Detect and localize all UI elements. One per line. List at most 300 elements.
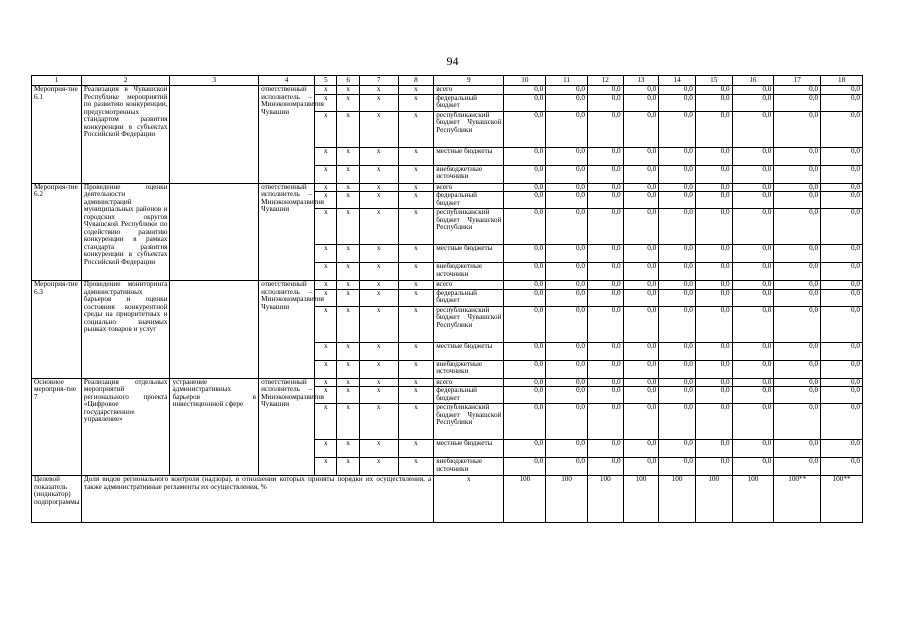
- value-cell: 0,0: [504, 263, 546, 281]
- value-cell: 0,0: [695, 192, 732, 209]
- code-cell: x: [398, 165, 434, 183]
- funding-source: местные бюджеты: [434, 440, 504, 458]
- value-cell: 0,0: [732, 263, 774, 281]
- code-cell: x: [359, 342, 398, 360]
- column-number-16: 16: [732, 76, 774, 86]
- value-cell: 0,0: [546, 360, 588, 378]
- value-cell: 0,0: [587, 192, 623, 209]
- event-result: устранение административных барьеров в инвестиционной сфере: [170, 378, 259, 476]
- value-cell: 0,0: [623, 378, 659, 387]
- code-cell: x: [315, 360, 337, 378]
- value-cell: 0,0: [623, 86, 659, 95]
- value-cell: 0,0: [821, 281, 863, 290]
- code-cell: x: [398, 111, 434, 147]
- value-cell: 0,0: [821, 147, 863, 165]
- value-cell: 0,0: [732, 86, 774, 95]
- funding-source: республиканский бюджет Чувашской Республики: [434, 209, 504, 245]
- code-cell: x: [398, 245, 434, 263]
- column-number-12: 12: [587, 76, 623, 86]
- column-number-1: 1: [32, 76, 82, 86]
- value-cell: 0,0: [623, 440, 659, 458]
- target-code: x: [434, 476, 504, 523]
- value-cell: 0,0: [587, 342, 623, 360]
- code-cell: x: [337, 147, 359, 165]
- value-cell: 0,0: [821, 263, 863, 281]
- value-cell: 0,0: [821, 378, 863, 387]
- code-cell: x: [315, 440, 337, 458]
- value-cell: 0,0: [546, 263, 588, 281]
- value-cell: 0,0: [774, 289, 821, 306]
- value-cell: 0,0: [695, 165, 732, 183]
- value-cell: 0,0: [587, 147, 623, 165]
- target-value: 100: [623, 476, 659, 523]
- code-cell: x: [398, 387, 434, 404]
- funding-source: республиканский бюджет Чувашской Республики: [434, 404, 504, 440]
- value-cell: 0,0: [821, 342, 863, 360]
- value-cell: 0,0: [659, 458, 696, 476]
- value-cell: 0,0: [659, 289, 696, 306]
- code-cell: x: [398, 192, 434, 209]
- value-cell: 0,0: [587, 86, 623, 95]
- value-cell: 0,0: [659, 245, 696, 263]
- value-cell: 0,0: [546, 281, 588, 290]
- value-cell: 0,0: [504, 342, 546, 360]
- value-cell: 0,0: [732, 281, 774, 290]
- value-cell: 0,0: [504, 245, 546, 263]
- value-cell: 0,0: [821, 192, 863, 209]
- value-cell: 0,0: [821, 209, 863, 245]
- code-cell: x: [398, 86, 434, 95]
- funding-source: республиканский бюджет Чувашской Республики: [434, 111, 504, 147]
- value-cell: 0,0: [546, 192, 588, 209]
- code-cell: x: [337, 245, 359, 263]
- value-cell: 0,0: [774, 111, 821, 147]
- code-cell: x: [398, 440, 434, 458]
- value-cell: 0,0: [546, 404, 588, 440]
- value-cell: 0,0: [732, 306, 774, 342]
- code-cell: x: [315, 192, 337, 209]
- value-cell: 0,0: [623, 192, 659, 209]
- value-cell: 0,0: [821, 458, 863, 476]
- value-cell: 0,0: [732, 111, 774, 147]
- code-cell: x: [315, 378, 337, 387]
- value-cell: 0,0: [695, 245, 732, 263]
- event-label: Мероприя-тие 6.2: [32, 183, 82, 281]
- code-cell: x: [398, 342, 434, 360]
- code-cell: x: [359, 440, 398, 458]
- value-cell: 0,0: [659, 147, 696, 165]
- value-cell: 0,0: [504, 387, 546, 404]
- code-cell: x: [359, 209, 398, 245]
- value-cell: 0,0: [546, 94, 588, 111]
- value-cell: 0,0: [821, 94, 863, 111]
- value-cell: 0,0: [659, 165, 696, 183]
- code-cell: x: [398, 147, 434, 165]
- value-cell: 0,0: [695, 404, 732, 440]
- value-cell: 0,0: [695, 306, 732, 342]
- code-cell: x: [315, 387, 337, 404]
- value-cell: 0,0: [504, 404, 546, 440]
- value-cell: 0,0: [587, 94, 623, 111]
- code-cell: x: [337, 209, 359, 245]
- code-cell: x: [337, 458, 359, 476]
- code-cell: x: [359, 86, 398, 95]
- code-cell: x: [337, 263, 359, 281]
- value-cell: 0,0: [504, 209, 546, 245]
- value-cell: 0,0: [732, 183, 774, 192]
- code-cell: x: [359, 360, 398, 378]
- value-cell: 0,0: [587, 289, 623, 306]
- code-cell: x: [337, 289, 359, 306]
- value-cell: 0,0: [695, 458, 732, 476]
- code-cell: x: [315, 111, 337, 147]
- code-cell: x: [337, 342, 359, 360]
- column-number-11: 11: [546, 76, 588, 86]
- code-cell: x: [315, 86, 337, 95]
- column-number-6: 6: [337, 76, 359, 86]
- code-cell: x: [398, 404, 434, 440]
- event-label: Мероприя-тие 6.1: [32, 86, 82, 184]
- value-cell: 0,0: [623, 342, 659, 360]
- target-value: 100**: [821, 476, 863, 523]
- value-cell: 0,0: [623, 360, 659, 378]
- column-number-15: 15: [695, 76, 732, 86]
- funding-source: всего: [434, 86, 504, 95]
- code-cell: x: [398, 458, 434, 476]
- value-cell: 0,0: [659, 86, 696, 95]
- value-cell: 0,0: [821, 111, 863, 147]
- value-cell: 0,0: [732, 209, 774, 245]
- value-cell: 0,0: [695, 111, 732, 147]
- target-value: 100: [546, 476, 588, 523]
- value-cell: 0,0: [659, 342, 696, 360]
- value-cell: 0,0: [821, 440, 863, 458]
- code-cell: x: [359, 289, 398, 306]
- value-cell: 0,0: [504, 94, 546, 111]
- code-cell: x: [398, 183, 434, 192]
- value-cell: 0,0: [659, 183, 696, 192]
- code-cell: x: [398, 281, 434, 290]
- value-cell: 0,0: [821, 387, 863, 404]
- value-cell: 0,0: [587, 209, 623, 245]
- code-cell: x: [315, 281, 337, 290]
- event-executor: ответственный исполнитель – Минэкономразвития Чувашии: [259, 281, 315, 379]
- value-cell: 0,0: [732, 147, 774, 165]
- event-name: Реализация отдельных мероприятий регионального проекта «Цифровое государственное управление»: [81, 378, 170, 476]
- value-cell: 0,0: [695, 94, 732, 111]
- code-cell: x: [398, 306, 434, 342]
- value-cell: 0,0: [623, 458, 659, 476]
- value-cell: 0,0: [695, 209, 732, 245]
- value-cell: 0,0: [732, 289, 774, 306]
- value-cell: 0,0: [623, 306, 659, 342]
- value-cell: 0,0: [504, 165, 546, 183]
- value-cell: 0,0: [623, 147, 659, 165]
- event-name: Реализация в Чувашской Республике мероприятий по развитию конкуренции, предусмотренных стандартом развития конкуренции в субъектах Российской Федерации: [81, 86, 170, 184]
- table-row: [32, 281, 863, 290]
- value-cell: 0,0: [695, 86, 732, 95]
- value-cell: 0,0: [659, 192, 696, 209]
- value-cell: 0,0: [546, 306, 588, 342]
- value-cell: 0,0: [623, 404, 659, 440]
- value-cell: 0,0: [504, 378, 546, 387]
- code-cell: x: [337, 192, 359, 209]
- code-cell: x: [337, 86, 359, 95]
- value-cell: 0,0: [587, 111, 623, 147]
- value-cell: 0,0: [695, 440, 732, 458]
- value-cell: 0,0: [546, 209, 588, 245]
- value-cell: 0,0: [546, 147, 588, 165]
- value-cell: 0,0: [587, 306, 623, 342]
- code-cell: x: [359, 378, 398, 387]
- value-cell: 0,0: [504, 111, 546, 147]
- value-cell: 0,0: [732, 245, 774, 263]
- value-cell: 0,0: [732, 378, 774, 387]
- column-number-7: 7: [359, 76, 398, 86]
- code-cell: x: [315, 263, 337, 281]
- code-cell: x: [337, 306, 359, 342]
- value-cell: 0,0: [659, 360, 696, 378]
- code-cell: x: [315, 342, 337, 360]
- value-cell: 0,0: [774, 378, 821, 387]
- value-cell: 0,0: [623, 111, 659, 147]
- value-cell: 0,0: [732, 404, 774, 440]
- value-cell: 0,0: [623, 387, 659, 404]
- code-cell: x: [315, 94, 337, 111]
- event-executor: ответственный исполнитель – Минэкономразвития Чувашии: [259, 86, 315, 184]
- target-value: 100: [504, 476, 546, 523]
- value-cell: 0,0: [695, 360, 732, 378]
- value-cell: 0,0: [587, 404, 623, 440]
- code-cell: x: [315, 306, 337, 342]
- code-cell: x: [315, 147, 337, 165]
- value-cell: 0,0: [504, 289, 546, 306]
- column-number-13: 13: [623, 76, 659, 86]
- code-cell: x: [398, 289, 434, 306]
- value-cell: 0,0: [732, 342, 774, 360]
- value-cell: 0,0: [587, 387, 623, 404]
- value-cell: 0,0: [546, 245, 588, 263]
- event-label: Мероприя-тие 6.3: [32, 281, 82, 379]
- value-cell: 0,0: [774, 281, 821, 290]
- column-number-3: 3: [170, 76, 259, 86]
- code-cell: x: [359, 245, 398, 263]
- value-cell: 0,0: [587, 263, 623, 281]
- code-cell: x: [398, 263, 434, 281]
- value-cell: 0,0: [774, 209, 821, 245]
- value-cell: 0,0: [546, 183, 588, 192]
- code-cell: x: [315, 404, 337, 440]
- table-row: [32, 86, 863, 95]
- value-cell: 0,0: [587, 281, 623, 290]
- code-cell: x: [337, 378, 359, 387]
- value-cell: 0,0: [587, 378, 623, 387]
- value-cell: 0,0: [732, 458, 774, 476]
- value-cell: 0,0: [546, 111, 588, 147]
- column-number-9: 9: [434, 76, 504, 86]
- value-cell: 0,0: [587, 165, 623, 183]
- value-cell: 0,0: [774, 86, 821, 95]
- value-cell: 0,0: [659, 404, 696, 440]
- value-cell: 0,0: [732, 387, 774, 404]
- value-cell: 0,0: [774, 387, 821, 404]
- value-cell: 0,0: [546, 378, 588, 387]
- event-result: [170, 281, 259, 379]
- funding-source: федеральный бюджет: [434, 289, 504, 306]
- program-table: [31, 75, 863, 523]
- value-cell: 0,0: [774, 245, 821, 263]
- value-cell: 0,0: [659, 387, 696, 404]
- column-number-row: [32, 76, 863, 86]
- target-value: 100**: [774, 476, 821, 523]
- value-cell: 0,0: [695, 147, 732, 165]
- code-cell: x: [315, 209, 337, 245]
- event-label: Основное мероприя-тие 7: [32, 378, 82, 476]
- value-cell: 0,0: [623, 281, 659, 290]
- column-number-5: 5: [315, 76, 337, 86]
- value-cell: 0,0: [504, 192, 546, 209]
- code-cell: x: [359, 183, 398, 192]
- value-cell: 0,0: [695, 289, 732, 306]
- value-cell: 0,0: [504, 147, 546, 165]
- value-cell: 0,0: [546, 387, 588, 404]
- value-cell: 0,0: [504, 281, 546, 290]
- funding-source: местные бюджеты: [434, 342, 504, 360]
- code-cell: x: [359, 111, 398, 147]
- column-number-10: 10: [504, 76, 546, 86]
- target-value: 100: [587, 476, 623, 523]
- code-cell: x: [337, 183, 359, 192]
- target-label: Целевой показатель (индикатор) подпрограммы: [32, 476, 82, 523]
- target-value: 100: [659, 476, 696, 523]
- value-cell: 0,0: [695, 378, 732, 387]
- value-cell: 0,0: [587, 360, 623, 378]
- code-cell: x: [315, 183, 337, 192]
- funding-source: всего: [434, 378, 504, 387]
- value-cell: 0,0: [821, 360, 863, 378]
- target-indicator-row: [32, 476, 863, 523]
- value-cell: 0,0: [546, 289, 588, 306]
- code-cell: x: [359, 306, 398, 342]
- code-cell: x: [359, 458, 398, 476]
- column-number-17: 17: [774, 76, 821, 86]
- code-cell: x: [398, 360, 434, 378]
- code-cell: x: [337, 94, 359, 111]
- value-cell: 0,0: [623, 245, 659, 263]
- event-executor: ответственный исполнитель – Минэкономразвития Чувашии: [259, 378, 315, 476]
- event-executor: ответственный исполнитель – Минэкономразвития Чувашии: [259, 183, 315, 281]
- value-cell: 0,0: [774, 165, 821, 183]
- funding-source: федеральный бюджет: [434, 387, 504, 404]
- page-number: 94: [446, 54, 459, 68]
- value-cell: 0,0: [623, 165, 659, 183]
- value-cell: 0,0: [546, 165, 588, 183]
- value-cell: 0,0: [659, 209, 696, 245]
- value-cell: 0,0: [587, 245, 623, 263]
- value-cell: 0,0: [774, 192, 821, 209]
- value-cell: 0,0: [821, 289, 863, 306]
- code-cell: x: [359, 404, 398, 440]
- event-name: Проведение мониторинга административных барьеров и оценки состояния конкурентной среды на приоритетных и социально значимых рынках товаров и услуг: [81, 281, 170, 379]
- target-value: 100: [732, 476, 774, 523]
- value-cell: 0,0: [774, 94, 821, 111]
- code-cell: x: [337, 404, 359, 440]
- code-cell: x: [315, 245, 337, 263]
- event-result: [170, 183, 259, 281]
- value-cell: 0,0: [695, 281, 732, 290]
- value-cell: 0,0: [659, 281, 696, 290]
- value-cell: 0,0: [504, 440, 546, 458]
- value-cell: 0,0: [546, 342, 588, 360]
- funding-source: внебюджетные источники: [434, 165, 504, 183]
- value-cell: 0,0: [774, 440, 821, 458]
- value-cell: 0,0: [774, 263, 821, 281]
- value-cell: 0,0: [774, 342, 821, 360]
- value-cell: 0,0: [821, 306, 863, 342]
- value-cell: 0,0: [587, 440, 623, 458]
- code-cell: x: [359, 263, 398, 281]
- value-cell: 0,0: [774, 147, 821, 165]
- code-cell: x: [337, 440, 359, 458]
- value-cell: 0,0: [504, 458, 546, 476]
- value-cell: 0,0: [732, 360, 774, 378]
- value-cell: 0,0: [623, 183, 659, 192]
- code-cell: x: [337, 111, 359, 147]
- code-cell: x: [337, 165, 359, 183]
- code-cell: x: [359, 165, 398, 183]
- code-cell: x: [359, 192, 398, 209]
- value-cell: 0,0: [821, 165, 863, 183]
- value-cell: 0,0: [504, 86, 546, 95]
- code-cell: x: [315, 458, 337, 476]
- value-cell: 0,0: [774, 306, 821, 342]
- value-cell: 0,0: [659, 440, 696, 458]
- value-cell: 0,0: [623, 289, 659, 306]
- value-cell: 0,0: [659, 111, 696, 147]
- funding-source: внебюджетные источники: [434, 263, 504, 281]
- value-cell: 0,0: [587, 458, 623, 476]
- value-cell: 0,0: [623, 209, 659, 245]
- value-cell: 0,0: [732, 165, 774, 183]
- funding-source: республиканский бюджет Чувашской Республики: [434, 306, 504, 342]
- value-cell: 0,0: [695, 342, 732, 360]
- funding-source: всего: [434, 183, 504, 192]
- funding-source: федеральный бюджет: [434, 94, 504, 111]
- funding-source: местные бюджеты: [434, 147, 504, 165]
- value-cell: 0,0: [732, 440, 774, 458]
- target-text: Доля видов регионального контроля (надзора), в отношении которых приняты порядки их осуществления, а также административные регламенты их осуществления, %: [81, 476, 433, 523]
- value-cell: 0,0: [774, 183, 821, 192]
- funding-source: всего: [434, 281, 504, 290]
- value-cell: 0,0: [732, 94, 774, 111]
- code-cell: x: [337, 281, 359, 290]
- value-cell: 0,0: [546, 458, 588, 476]
- column-number-18: 18: [821, 76, 863, 86]
- funding-source: федеральный бюджет: [434, 192, 504, 209]
- value-cell: 0,0: [774, 404, 821, 440]
- value-cell: 0,0: [774, 458, 821, 476]
- value-cell: 0,0: [504, 183, 546, 192]
- code-cell: x: [337, 387, 359, 404]
- code-cell: x: [337, 360, 359, 378]
- code-cell: x: [398, 378, 434, 387]
- column-number-2: 2: [81, 76, 170, 86]
- code-cell: x: [359, 94, 398, 111]
- code-cell: x: [359, 281, 398, 290]
- value-cell: 0,0: [821, 245, 863, 263]
- code-cell: x: [398, 94, 434, 111]
- value-cell: 0,0: [659, 378, 696, 387]
